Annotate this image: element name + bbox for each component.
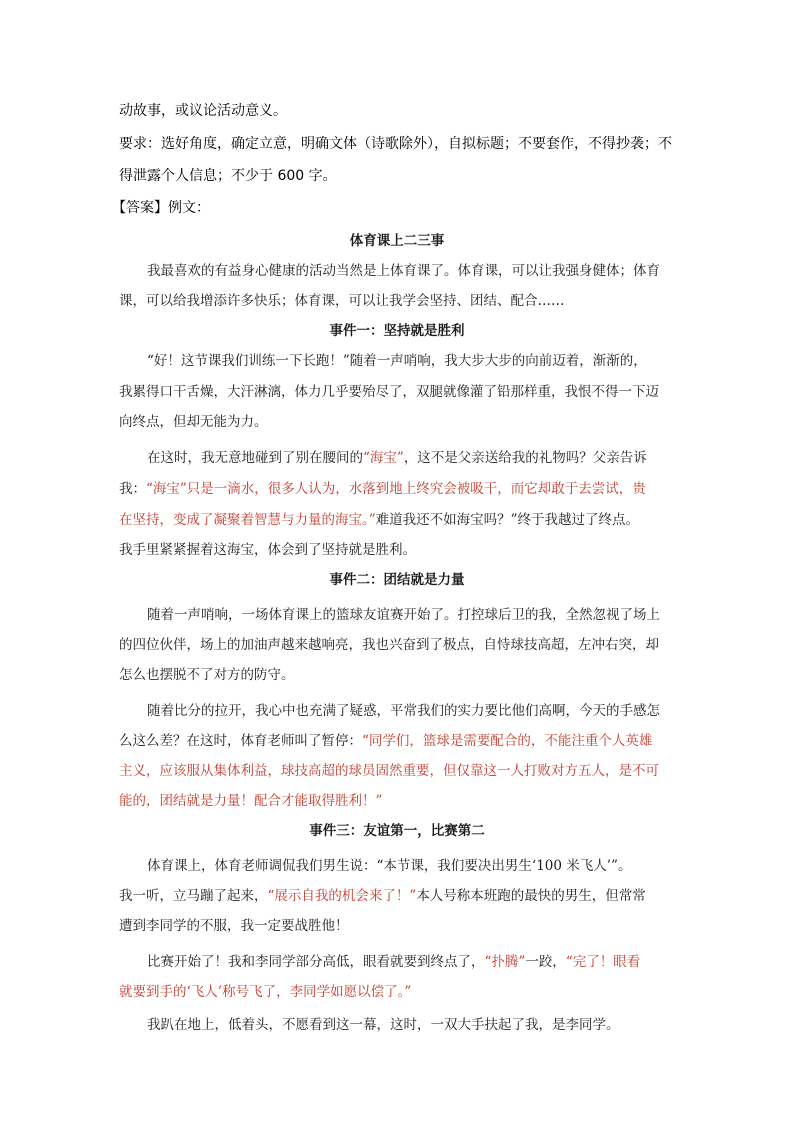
event3-heading: 事件三：友谊第一，比赛第二 — [309, 823, 485, 839]
highlight-span: 在坚持，变成了凝聚着智慧与力量的海宝。” — [119, 512, 376, 528]
text-span: 我一听，立马蹦了起来， — [119, 888, 268, 904]
essay-title: 体育课上二三事 — [349, 233, 445, 249]
essay-paragraph-line: 我趴在地上，低着头，不愿看到这一幕，这时，一双大手扶起了我，是李同学。 — [147, 1017, 620, 1033]
text-span: 一跤， — [525, 954, 566, 970]
essay-paragraph-line: 随着一声哨响，一场体育课上的篮球友谊赛开始了。打控球后卫的我，全然忽视了场上 — [147, 607, 660, 623]
essay-paragraph-line: 能的，团结就是力量！配合才能取得胜利！” — [119, 793, 383, 809]
essay-paragraph-line: 怎么也摆脱不了对方的防守。 — [119, 667, 295, 683]
essay-paragraph-line: 我手里紧紧握着这海宝，体会到了坚持就是胜利。 — [119, 542, 416, 558]
highlight-span: “海宝”只是一滴水，很多人认为，水落到地上终究会被吸干，而它却敢于去尝试，贵 — [146, 481, 646, 497]
essay-paragraph-line — [119, 481, 646, 497]
essay-paragraph-line: 的四位伙伴，场上的加油声越来越响亮，我也兴奋到了极点，自恃球技高超，左冲右突，却 — [119, 637, 659, 653]
highlight-span: “展示自我的机会来了！” — [267, 888, 417, 904]
text-span: 比赛开始了！我和李同学部分高低，眼看就要到终点了， — [147, 954, 485, 970]
essay-paragraph-line: 就要到手的‘飞人’称号飞了，李同学如愿以偿了。” — [119, 984, 412, 1000]
essay-paragraph-line: 我累得口干舌燥，大汗淋漓，体力几乎要殆尽了，双腿就像灌了铅那样重，我恨不得一下迈 — [119, 384, 659, 400]
essay-paragraph-line — [119, 888, 646, 904]
event2-heading: 事件二：团结就是力量 — [329, 572, 465, 588]
answer-sample-label: 例文： — [168, 200, 210, 216]
text-span: ，这不是父亲送给我的礼物吗？父亲告诉 — [403, 450, 647, 466]
essay-paragraph-line — [119, 512, 639, 528]
essay-paragraph-line: 遭到李同学的不服，我一定要战胜他！ — [119, 918, 349, 934]
essay-paragraph-line: 课，可以给我增添许多快乐；体育课，可以让我学会坚持、团结、配合…… — [119, 293, 565, 309]
essay-paragraph-line: 体育课上，体育老师调侃我们男生说：“本节课，我们要决出男生‘100 米飞人’”。 — [147, 858, 632, 874]
essay-paragraph-line: 主义，应该服从集体利益，球技高超的球员固然重要，但仅靠这一人打败对方五人，是不可 — [119, 763, 659, 779]
answer-label — [112, 200, 210, 216]
text-span: 在这时，我无意地碰到了别在腰间的 — [147, 450, 363, 466]
essay-paragraph-line — [119, 733, 652, 749]
highlight-span: “海宝” — [363, 450, 404, 466]
requirements-line: 要求：选好角度，确定立意，明确文体（诗歌除外），自拟标题；不要套作，不得抄袭；不 — [119, 136, 672, 152]
text-span: 难道我还不如海宝吗？”终于我越过了终点。 — [375, 512, 640, 528]
essay-paragraph-line: 随着比分的拉开，我心中也充满了疑惑，平常我们的实力要比他们高啊，今天的手感怎 — [147, 703, 660, 719]
essay-paragraph-line: 向终点，但却无能为力。 — [119, 414, 268, 430]
text-span: 本人号称本班跑的最快的男生，但常常 — [416, 888, 646, 904]
highlight-span: “完了！眼看 — [565, 954, 641, 970]
essay-paragraph-line — [147, 450, 647, 466]
essay-paragraph-line: 我最喜欢的有益身心健康的活动当然是上体育课了。体育课，可以让我强身健体；体育 — [147, 263, 660, 279]
essay-paragraph-line: “好！这节课我们训练一下长跑！”随着一声哨响，我大步大步的向前迈着，渐渐的， — [147, 353, 647, 369]
essay-paragraph-line — [147, 954, 640, 970]
text-span: 么这么差？在这时，体育老师叫了暂停： — [119, 733, 362, 749]
requirements-line: 得泄露个人信息；不少于 600 字。 — [119, 168, 337, 184]
intro-line: 动故事，或议论活动意义。 — [119, 103, 287, 119]
highlight-span: “同学们，篮球是需要配合的，不能注重个人英雄 — [362, 733, 653, 749]
event1-heading: 事件一：坚持就是胜利 — [329, 323, 465, 339]
highlight-span: “扑腾” — [484, 954, 526, 970]
text-span: 我： — [119, 481, 146, 497]
answer-tag: 【答案】 — [112, 200, 168, 216]
